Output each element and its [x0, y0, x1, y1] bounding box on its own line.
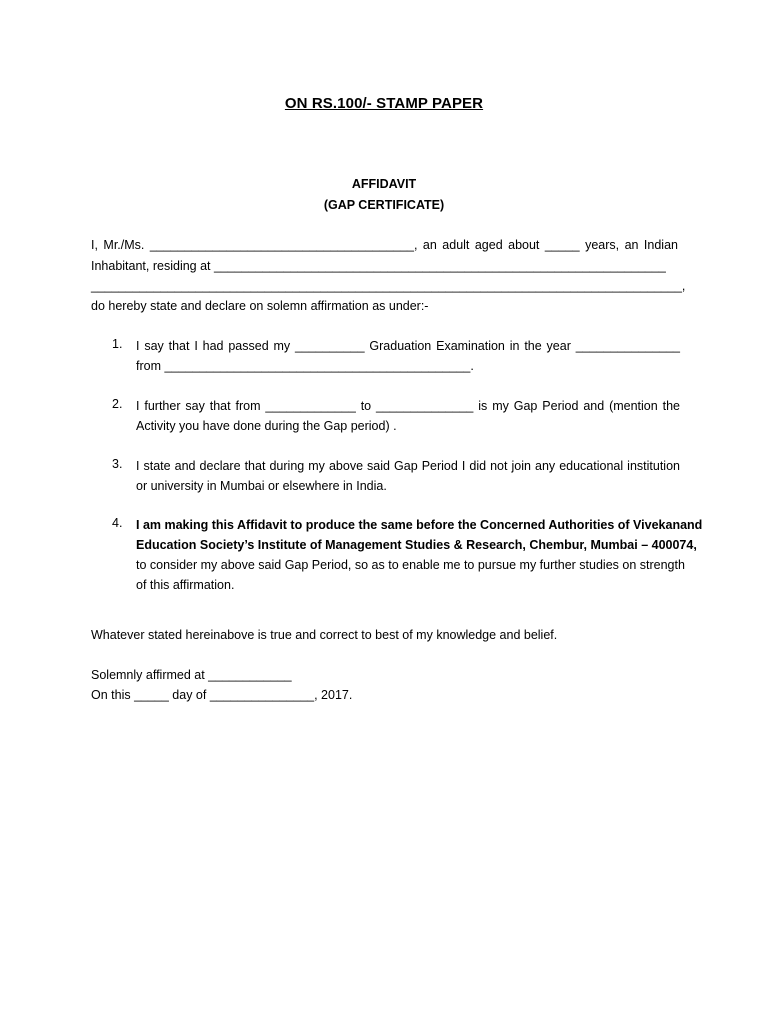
intro-line-3: _____________________________________________________________________________________,	[91, 279, 686, 293]
item-line: or university in Mumbai or elsewhere in India.	[136, 479, 387, 493]
item-number: 4.	[112, 516, 123, 530]
item-line: Activity you have done during the Gap period) .	[136, 419, 397, 433]
declaration-text: Whatever stated hereinabove is true and correct to best of my knowledge and belief.	[91, 628, 558, 642]
item-number: 1.	[112, 337, 123, 351]
affirmed-on-line: On this _____ day of _______________, 2017.	[91, 688, 353, 702]
item-line: to consider my above said Gap Period, so as to enable me to pursue my further studies on strength	[136, 558, 685, 572]
item-line: I am making this Affidavit to produce the same before the Concerned Authorities of Vivekanand	[136, 518, 703, 532]
intro-line-4: do hereby state and declare on solemn affirmation as under:-	[91, 299, 429, 313]
item-line: I say that I had passed my __________ Graduation Examination in the year _______________	[136, 339, 680, 353]
item-line: I state and declare that during my above said Gap Period I did not join any educational institution	[136, 459, 680, 473]
item-line: of this affirmation.	[136, 578, 235, 592]
affidavit-title: AFFIDAVIT	[351, 177, 417, 191]
item-line: Education Society’s Institute of Management Studies & Research, Chembur, Mumbai – 400074,	[136, 538, 697, 552]
intro-line-1: I, Mr./Ms. ______________________________________, an adult aged about _____ years, an Indian	[91, 238, 678, 252]
item-line: I further say that from _____________ to ______________ is my Gap Period and (mention the	[136, 399, 680, 413]
affirmed-at-line: Solemnly affirmed at ____________	[91, 668, 292, 682]
item-number: 2.	[112, 397, 123, 411]
intro-line-2: Inhabitant, residing at _________________________________________________________________	[91, 259, 666, 273]
affidavit-subtitle: (GAP CERTIFICATE)	[323, 198, 445, 212]
item-number: 3.	[112, 457, 123, 471]
item-line: from ____________________________________________.	[136, 359, 474, 373]
stamp-paper-heading: ON RS.100/- STAMP PAPER	[284, 95, 484, 112]
